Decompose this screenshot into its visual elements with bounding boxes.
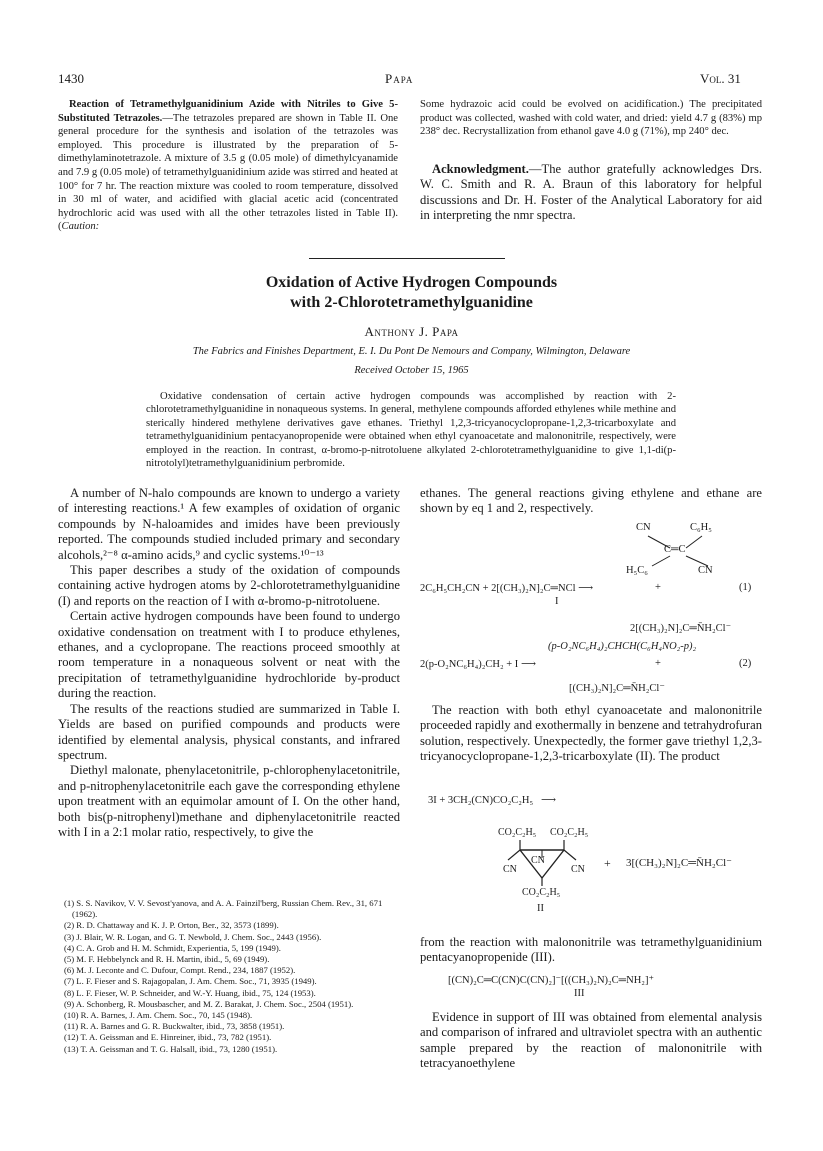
reference-item: (13) T. A. Geissman and T. G. Halsall, ibid., 73, 1280 (1951). [64, 1043, 278, 1054]
paragraph: Certain active hydrogen compounds have been found to undergo oxidative condensation on treatment with I to produce ethylenes, ethanes, and a cyclopropane. The reactions proceed smoothly at room temperature in a nonaqueous solvent or neat with the precipitation of tetramethylguanidine hydrochloride by-product during the reaction. [58, 609, 400, 701]
eq3-reactant-formula: 3I + 3CH₂(CN)CO₂C₂H₅ [428, 795, 534, 806]
body-right-end [420, 1010, 762, 1072]
reference-item: (7) L. F. Fieser and S. Rajagopalan, J. Am. Chem. Soc., 71, 3935 (1949). [64, 976, 317, 987]
eq3-byproduct: 3[(CH₃)₂N]₂C═N̄H₂Cl⁻ [626, 857, 732, 869]
reaction-arrow-icon: ⟶ [541, 795, 557, 806]
paragraph: This paper describes a study of the oxidation of compounds containing active hydrogen atoms by 2-chlorotetramethylguanidine (I) and reports on the reaction of I with α-bromo-p-nitrotoluene. [58, 563, 400, 608]
eq1-reactant-formula: 2C₆H₅CH₂CN + 2[(CH₃)₂N]₂C═NCl [420, 583, 576, 594]
body-right-intro [420, 486, 762, 517]
reference-item: (4) C. A. Grob and H. M. Schmidt, Experientia, 5, 199 (1949). [64, 942, 281, 953]
eq3-cn-center: CN [531, 855, 545, 866]
paragraph: Evidence in support of III was obtained from elemental analysis and comparison of infrared and ultraviolet spectra with an authentic sample prepared by the reaction of malononitrile with tetracyanoethylene [420, 1010, 762, 1071]
acknowledgment-heading: Acknowledgment. [432, 162, 529, 176]
author-name: Anthony J. Papa [364, 324, 459, 339]
received-date: Received October 15, 1965 [354, 365, 469, 376]
reference-item: (11) R. A. Barnes and G. R. Buckwalter, ibid., 73, 3858 (1951). [64, 1021, 285, 1032]
eq1-h5c6: H₅C₆ [626, 565, 648, 576]
reference-item: (3) J. Blair, W. R. Logan, and G. T. Newbold, J. Chem. Soc., 2443 (1956). [64, 931, 322, 942]
abstract: Oxidative condensation of certain active hydrogen compounds was accomplished by reaction with 2-chlorotetramethylguanidine in nonaqueous systems. In general, methylene compounds afforded ethylenes while methine and sterically hindered methylene derivatives gave ethanes. Triethyl 1,2,3-tricyanocyclopropane-1,2,3-tricarboxylate and tetramethylguanidinium pentacyanopropenide were obtained when ethyl cyanoacetate and malononitrile, respectively, were employed in the reaction. In contrast, α-bromo-p-nitrotoluene alkylated 2-chlorotetramethylguanidine to give 1,1-di(p-nitrotolyl)tetramethylguanidinium perbromide. [146, 391, 676, 470]
paragraph: from the reaction with malononitrile was tetramethylguanidinium pentacyanopropenide (III). [420, 935, 762, 965]
procedure-text: —The tetrazoles prepared are shown in Table II. One general procedure for the synthesis and isolation of the tetrazoles was employed. This procedure is illustrated by the preparation of 5-dimethylaminotetrazole. A mixture of 3.5 g (0.05 mole) of dimethylcyanamide and 7.9 g (0.05 mole) of tetramethylguanidinium azide was stirred and heated at 100° for 7 hr. The reaction mixture was cooled to room temperature, dissolved in 30 ml of water, and acidified with glacial acetic acid (concentrated hydrochloric acid was used with all the other tetrazoles listed in Table II). ( [58, 112, 398, 233]
reference-item: (8) L. F. Fieser, W. P. Schneider, and W.-Y. Huang, ibid., 75, 124 (1953). [64, 987, 316, 998]
article-title-line2: with 2-Chlorotetramethylguanidine [290, 294, 533, 311]
eq3-co2-bottom: CO₂C₂H₅ [522, 887, 561, 898]
eq1-double-bond: C═C [664, 544, 686, 555]
procedure-continuation [420, 98, 762, 139]
article-separator [309, 258, 505, 259]
eq1-label-I: I [555, 596, 559, 607]
references [64, 898, 398, 1055]
eq3-label-II: II [537, 903, 544, 914]
eq3-plus: + [604, 856, 611, 870]
reference-item: (12) T. A. Geissman and E. Hinreiner, ibid., 73, 782 (1951). [64, 1032, 272, 1043]
reference-item: (9) A. Schonberg, R. Mousbascher, and M. Z. Barakat, J. Chem. Soc., 2504 (1951). [64, 998, 354, 1009]
procedure-continued-text: Some hydrazoic acid could be evolved on acidification.) The precipitated product was collected, washed with cold water, and dried: yield 4.7 g (83%) mp 238° dec. Recrystallization from ethanol gave 4.0 g (71%), mp 240° dec. [420, 99, 762, 138]
cyclopropane-ring [500, 838, 590, 888]
eq1-c6h5-top: C₆H₅ [690, 522, 712, 533]
eq2-byproduct: [(CH₃)₂N]₂C═N̄H₂Cl⁻ [569, 683, 665, 694]
acknowledgment [420, 162, 762, 224]
eq3-co2-left: CO₂C₂H₅ [498, 827, 537, 838]
volume-number: Vol. 31 [700, 71, 741, 86]
eq3-co2-right: CO₂C₂H₅ [550, 827, 589, 838]
acknowledgment-text: —The author gratefully acknowledges Drs. W. C. Smith and R. A. Braun of this laboratory for helpful discussions and Dr. H. Foster of the Analytical Laboratory for aid in interpreting the nmr spectra. [420, 162, 762, 223]
body-right-middle [420, 703, 762, 765]
caution-label: Caution: [61, 221, 100, 233]
eq1-byproduct: 2[(CH₃)₂N]₂C═N̄H₂Cl⁻ [630, 623, 732, 634]
eq2-reactants [420, 658, 536, 670]
reference-item: (5) M. F. Hebbelynck and R. H. Martin, ibid., 5, 69 (1949). [64, 954, 270, 965]
body-left-column [58, 486, 400, 840]
reference-item: (6) M. J. Leconte and C. Dufour, Compt. Rend., 234, 1887 (1952). [64, 965, 296, 976]
paragraph: Diethyl malonate, phenylacetonitrile, p-chlorophenylacetonitrile, and p-nitrophenylacetonitrile each gave the corresponding ethylene upon treatment with an equimolar amount of I. On the other hand, both bis(p-nitrophenyl)methane and diphenylacetonitrile reacted with I in a 2:1 molar ratio, respectively, to give the [58, 763, 400, 839]
eq3-cn-left: CN [503, 864, 517, 875]
running-title: Papa [385, 71, 414, 86]
eq1-number: (1) [739, 582, 752, 593]
procedure-heading: Reaction of Tetramethylguanidinium Azide with Nitriles to Give 5-Substituted Tetrazoles. [58, 99, 398, 124]
eq3-reactants [428, 794, 556, 806]
reference-item: (10) R. A. Barnes, J. Am. Chem. Soc., 70, 145 (1948). [64, 1010, 253, 1021]
eq2-reactant-formula: 2(p-O₂NC₆H₄)₂CH₂ + I [420, 659, 519, 670]
paragraph: A number of N-halo compounds are known to undergo a variety of interesting reactions.¹ A few examples of oxidation of organic compounds by N-haloamides and imides have been previously reported. The compounds studied included primary and secondary alcohols,²⁻⁸ α-amino acids,⁹ and cyclic systems.¹⁰⁻¹³ [58, 486, 400, 562]
eq2-product: (p-O₂NC₆H₄)₂CHCH(C₆H₄NO₂-p)₂ [548, 641, 697, 652]
eq2-plus: + [655, 658, 661, 669]
eq1-cn-top: CN [636, 522, 651, 533]
article-title-line1: Oxidation of Active Hydrogen Compounds [265, 274, 558, 291]
eq1-plus: + [655, 582, 661, 593]
page-number: 1430 [58, 71, 84, 86]
eq3-cn-right: CN [571, 864, 585, 875]
paragraph: The reaction with both ethyl cyanoacetate and malononitrile proceeded rapidly and exothermally in benzene and tetrahydrofuran solution, respectively. Unexpectedly, the former gave triethyl 1,2,3-tricyanocyclopropane-1,2,3-tricarboxylate (II). The product [420, 703, 762, 764]
reference-item: (2) R. D. Chattaway and K. J. P. Orton, Ber., 32, 3573 (1899). [64, 920, 279, 931]
paragraph: ethanes. The general reactions giving ethylene and ethane are shown by eq 1 and 2, respectively. [420, 486, 762, 516]
eq4-label-III: III [574, 988, 585, 999]
reference-item: (1) S. S. Navikov, V. V. Sevost'yanova, and A. A. Fainzil'berg, Russian Chem. Rev., 31, 671 (1962). [64, 898, 383, 920]
eq1-cn-bottom: CN [698, 565, 713, 576]
eq4-formula: [(CN)₂C═C(CN)C(CN)₂]⁻[((CH₃)₂N)₂C═NH₂]⁺ [448, 975, 654, 986]
affiliation: The Fabrics and Finishes Department, E. I. Du Pont De Nemours and Company, Wilmington, Delaware [192, 346, 631, 357]
tetrazole-procedure [58, 98, 398, 234]
eq1-reactants [420, 582, 593, 594]
reaction-arrow-icon: ⟶ [520, 659, 536, 670]
reaction-arrow-icon: ⟶ [578, 583, 594, 594]
eq2-number: (2) [739, 658, 752, 669]
paragraph: The results of the reactions studied are summarized in Table I. Yields are based on purified compounds and products were identified by elemental analysis, physical constants, and infrared spectrum. [58, 701, 400, 762]
body-right-after [420, 935, 762, 966]
